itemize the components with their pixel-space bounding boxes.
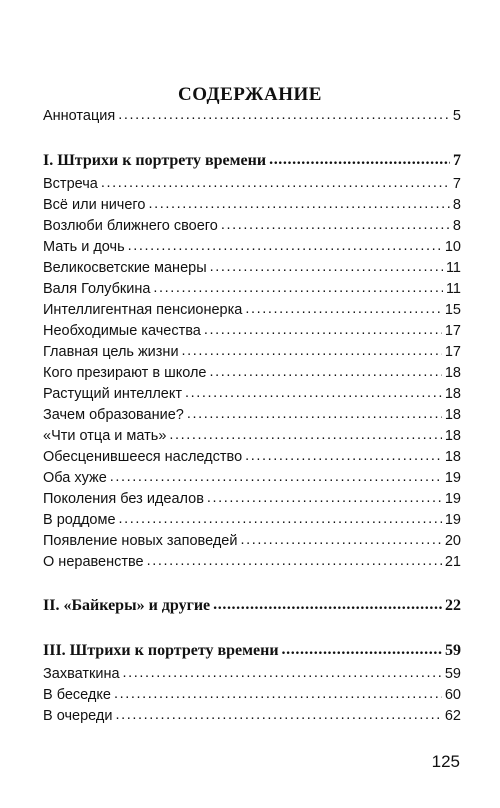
toc-entry-title: Появление новых заповедей — [43, 533, 238, 549]
toc-entry — [43, 195, 461, 215]
dot-leader — [114, 684, 442, 704]
toc-entry — [43, 106, 461, 126]
toc-entry-page: 17 — [444, 344, 461, 360]
toc-entry — [43, 405, 461, 425]
toc-section-heading — [43, 641, 461, 661]
toc-section-heading — [43, 151, 461, 171]
toc-entry-page: 8 — [452, 197, 461, 213]
toc-entry — [43, 237, 461, 257]
dot-leader — [169, 425, 441, 445]
dot-leader — [209, 362, 441, 382]
toc-entry — [43, 468, 461, 488]
toc-entry-title: Обесценившееся наследство — [43, 449, 243, 465]
dot-leader — [213, 595, 442, 615]
dot-leader — [110, 467, 442, 487]
toc-entry-page: 18 — [444, 386, 461, 402]
dot-leader — [148, 194, 449, 214]
toc-entry — [43, 685, 461, 705]
toc-entry-page: 19 — [444, 470, 461, 486]
dot-leader — [245, 299, 442, 319]
toc-entry-page: 21 — [444, 554, 461, 570]
toc-entry-title: «Чти отца и мать» — [43, 428, 167, 444]
toc-section-title: III. Штрихи к портрету времени — [43, 642, 279, 659]
toc-entry-title: Кого презирают в школе — [43, 365, 207, 381]
toc-entry-title: Мать и дочь — [43, 239, 125, 255]
toc-entry — [43, 363, 461, 383]
dot-leader — [128, 236, 442, 256]
toc-entry — [43, 174, 461, 194]
toc-entry-title: Валя Голубкина — [43, 281, 151, 297]
dot-leader — [269, 150, 450, 170]
toc-entry — [43, 706, 461, 726]
dot-leader — [240, 530, 441, 550]
toc-entry-page: 18 — [444, 365, 461, 381]
toc-entry-title: О неравенстве — [43, 554, 144, 570]
toc-entry-page: 17 — [444, 323, 461, 339]
toc-entry — [43, 426, 461, 446]
dot-leader — [123, 663, 442, 683]
toc-entry-page: 19 — [444, 512, 461, 528]
toc-entry — [43, 279, 461, 299]
dot-leader — [207, 488, 442, 508]
page-number: 125 — [431, 752, 460, 771]
toc-entry — [43, 216, 461, 236]
dot-leader — [115, 705, 441, 725]
toc-entry-title: Поколения без идеалов — [43, 491, 204, 507]
toc-entry-page: 18 — [444, 449, 461, 465]
dot-leader — [119, 509, 442, 529]
toc-entry-title: Возлюби ближнего своего — [43, 218, 218, 234]
toc-entry-page: 8 — [452, 218, 461, 234]
toc-entry-title: В очереди — [43, 708, 113, 724]
toc-section-page: 7 — [453, 152, 461, 169]
toc-entry — [43, 489, 461, 509]
dot-leader — [147, 551, 442, 571]
toc-entry-title: Растущий интеллект — [43, 386, 183, 402]
page-title: СОДЕРЖАНИЕ — [178, 84, 322, 105]
toc-entry-page: 59 — [444, 666, 461, 682]
dot-leader — [204, 320, 442, 340]
dot-leader — [185, 383, 442, 403]
toc-entry — [43, 510, 461, 530]
dot-leader — [210, 257, 443, 277]
dot-leader — [221, 215, 450, 235]
toc-entry — [43, 321, 461, 341]
toc-entry-title: В беседке — [43, 687, 111, 703]
toc-entry-title: Оба хуже — [43, 470, 107, 486]
toc-entry — [43, 384, 461, 404]
toc-entry — [43, 447, 461, 467]
toc-entry-page: 62 — [444, 708, 461, 724]
toc-entry-page: 18 — [444, 407, 461, 423]
toc-entry-title: Аннотация — [43, 108, 116, 124]
dot-leader — [245, 446, 442, 466]
dot-leader — [101, 173, 450, 193]
toc-entry-page: 60 — [444, 687, 461, 703]
toc-section-title: I. Штрихи к портрету времени — [43, 152, 267, 169]
toc-entry — [43, 552, 461, 572]
toc-entry-title: Интеллигентная пенсионерка — [43, 302, 243, 318]
toc-entry-title: Главная цель жизни — [43, 344, 179, 360]
dot-leader — [282, 640, 442, 660]
dot-leader — [182, 341, 442, 361]
toc-entry-title: В роддоме — [43, 512, 116, 528]
toc-entry-title: Зачем образование? — [43, 407, 184, 423]
toc-entry — [43, 664, 461, 684]
dot-leader — [153, 278, 443, 298]
toc-section-title: II. «Байкеры» и другие — [43, 597, 211, 614]
toc-section-page: 59 — [445, 642, 461, 659]
toc-entry-page: 11 — [445, 281, 461, 297]
toc-entry — [43, 531, 461, 551]
toc-entry-title: Необходимые качества — [43, 323, 201, 339]
toc-entry-page: 7 — [452, 176, 461, 192]
toc-entry-page: 18 — [444, 428, 461, 444]
toc-entry-title: Захваткина — [43, 666, 120, 682]
toc-entry — [43, 342, 461, 362]
toc-entry — [43, 258, 461, 278]
dot-leader — [118, 105, 450, 125]
toc-entry — [43, 300, 461, 320]
toc-entry-page: 10 — [444, 239, 461, 255]
toc-entry-page: 11 — [445, 260, 461, 276]
toc-section-heading — [43, 596, 461, 616]
toc-entry-title: Всё или ничего — [43, 197, 146, 213]
toc-entry-title: Встреча — [43, 176, 98, 192]
toc-entry-title: Великосветские манеры — [43, 260, 207, 276]
dot-leader — [187, 404, 442, 424]
toc-entry-page: 20 — [444, 533, 461, 549]
toc-entry-page: 5 — [452, 108, 461, 124]
toc-section-page: 22 — [445, 597, 461, 614]
toc-entry-page: 19 — [444, 491, 461, 507]
toc-entry-page: 15 — [444, 302, 461, 318]
